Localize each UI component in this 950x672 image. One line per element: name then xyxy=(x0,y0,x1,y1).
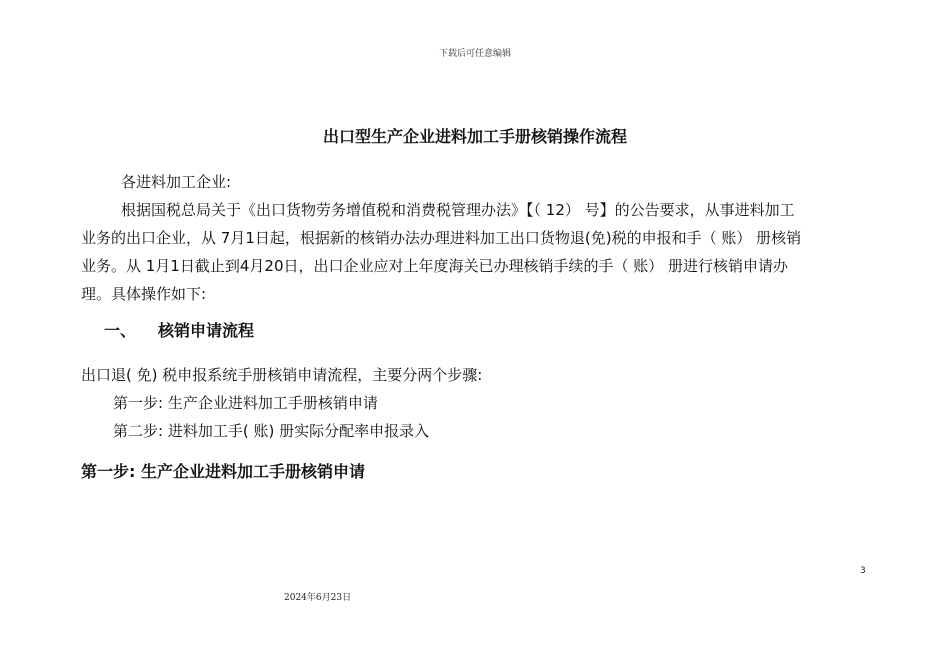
page-number: 3 xyxy=(860,566,866,576)
step-item-1: 第一步: 生产企业进料加工手册核销申请 xyxy=(113,394,378,412)
section-heading xyxy=(104,318,254,341)
section-intro: 出口退( 免) 税申报系统手册核销申请流程，主要分两个步骤: xyxy=(81,366,483,384)
section-number: 一、 xyxy=(104,321,137,340)
header-note: 下载后可任意编辑 xyxy=(438,49,511,59)
body-line-4: 理。具体操作如下: xyxy=(81,285,207,303)
section-title: 核销申请流程 xyxy=(158,321,255,340)
step-item-2: 第二步: 进料加工手( 账) 册实际分配率申报录入 xyxy=(113,422,430,440)
body-line-2: 业务的出口企业，从 7月1日起，根据新的核销办法办理进料加工出口货物退(免)税的申报和手（ 账） 册核销 xyxy=(81,229,802,247)
body-line-1: 根据国税总局关于《出口货物劳务增值税和消费税管理办法》【（ 12） 号】的公告要求，从事进料加工 xyxy=(121,201,795,219)
salutation: 各进料加工企业: xyxy=(121,173,232,191)
footer-date: 2024年6月23日 xyxy=(284,593,352,603)
body-line-3: 业务。从 1月1日截止到4月20日，出口企业应对上年度海关已办理核销手续的手（ 账） 册进行核销申请办 xyxy=(81,257,789,275)
document-title: 出口型生产企业进料加工手册核销操作流程 xyxy=(322,127,627,146)
step-one-heading: 第一步: 生产企业进料加工手册核销申请 xyxy=(81,462,365,481)
